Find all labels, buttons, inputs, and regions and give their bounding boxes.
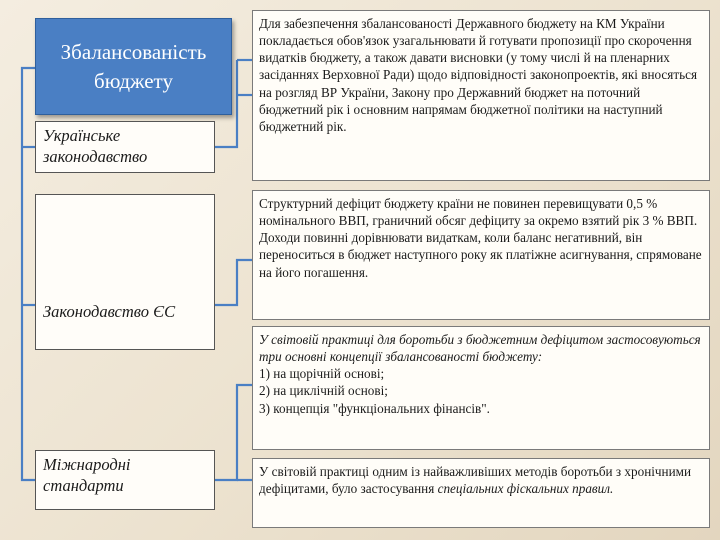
category-international-standards xyxy=(35,450,215,510)
category-ukrainian-label: Українське законодавство xyxy=(43,126,148,166)
eu-text: Структурний дефіцит бюджету країни не повинен перевищувати 0,5 % номінального ВВП, граничний обсяг дефіциту за окремо взятий рік 3 % ВВП. Доходи повинні дорівнювати видаткам, коли баланс негативний, він переноситься в бюджет наступного року як платіжне асигнування, спрямоване на його погашення. xyxy=(259,196,702,280)
category-international-label: Міжнародні стандарти xyxy=(43,455,131,495)
world-concept-item: 3) концепція "функціональних фінансів". xyxy=(259,400,490,416)
world-methods-box xyxy=(252,458,710,528)
eu-text-box xyxy=(252,190,710,320)
world-methods-text: У світовій практиці одним із найважливіших методів боротьби з хронічними дефіцитами, було застосування xyxy=(259,464,692,497)
world-concept-item: 1) на щорічній основі; xyxy=(259,366,385,382)
category-ukrainian-legislation xyxy=(35,121,215,173)
left-trunk-line xyxy=(22,68,35,480)
world-concepts-box xyxy=(252,326,710,450)
category-eu-label: Законодавство ЄС xyxy=(43,302,176,322)
world-methods-emphasis: спеціальних фіскальних правил. xyxy=(437,481,614,497)
title-box xyxy=(35,18,232,115)
title-text: Збалансованість бюджету xyxy=(60,40,207,93)
world-concept-item: 2) на циклічній основі; xyxy=(259,383,388,399)
world-concepts-intro: У світовій практиці для боротьби з бюджетним дефіцитом застосовуються три основні концепції збалансованості бюджету: xyxy=(259,332,701,365)
ukrainian-text-box xyxy=(252,10,710,181)
ukrainian-text: Для забезпечення збалансованості Державного бюджету на КМ України покладається обов'язок узагальнювати й готувати пропозиції про скорочення видатків бюджету, а також давати висновки (у тому числі й на пленарних засіданнях Верховної Ради) щодо відповідності законопроектів, які вносяться на розгляд ВР України, Закону про Державний бюджет на поточний бюджетний рік і основним напрямам бюджетної політики на наступний бюджетний рік. xyxy=(259,16,698,134)
category-eu-legislation xyxy=(35,194,215,350)
